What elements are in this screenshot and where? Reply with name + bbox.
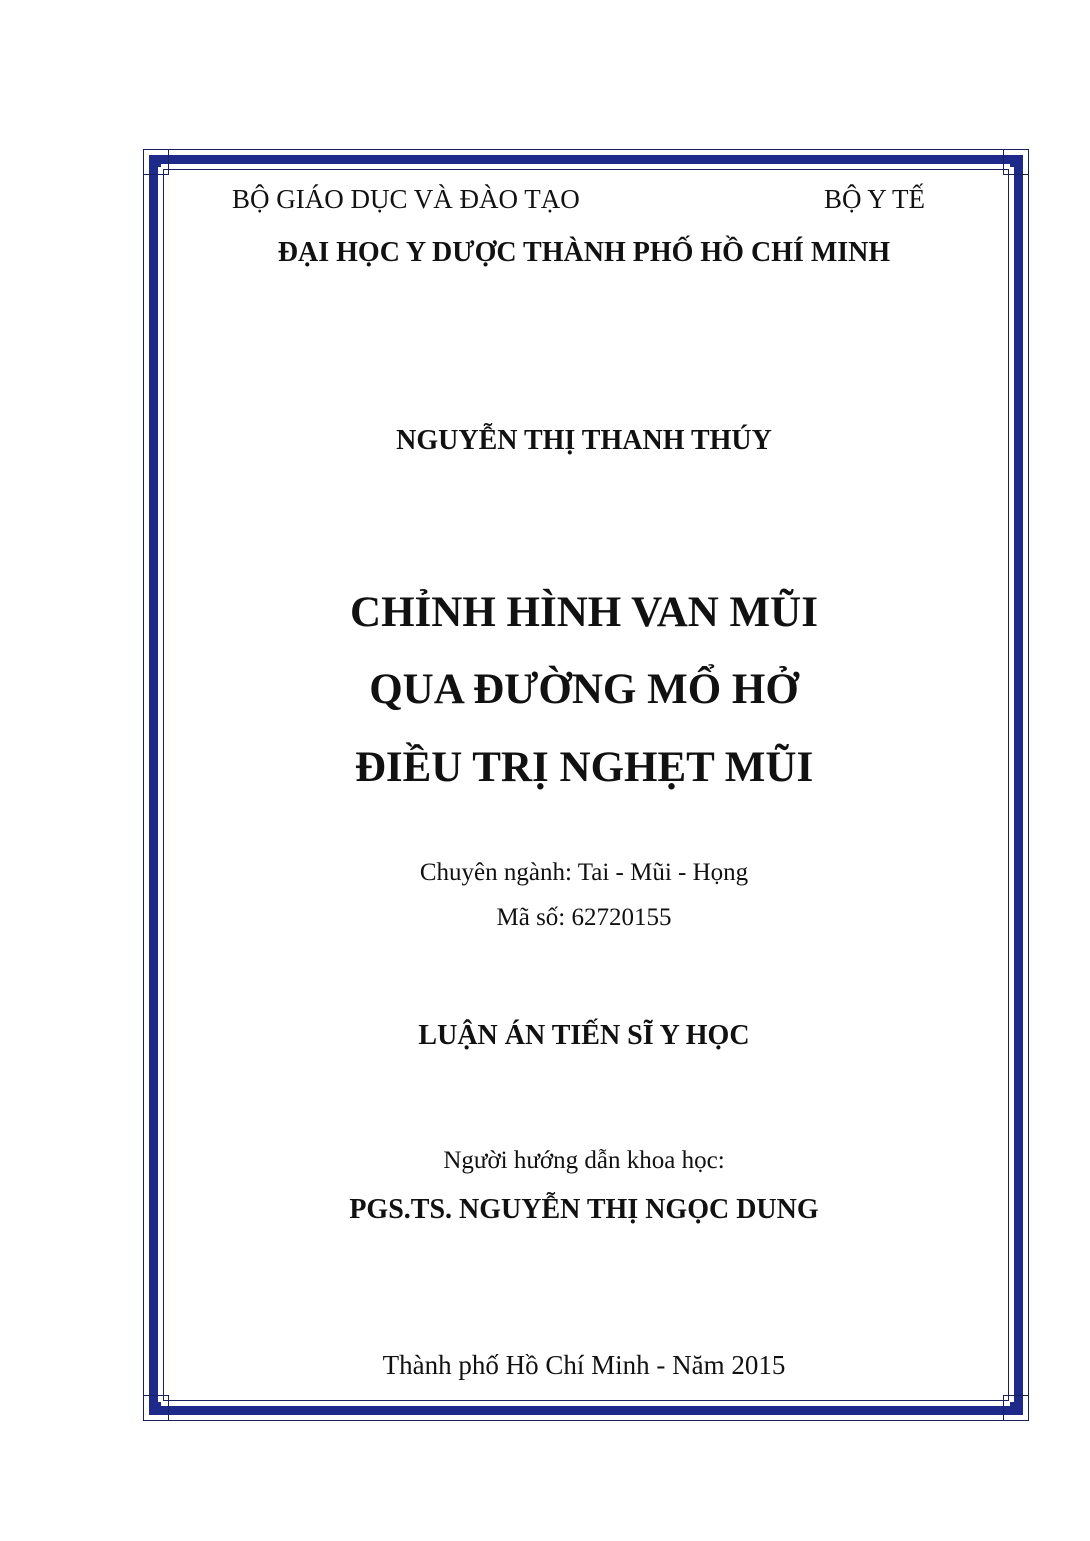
- corner-ornament-bottom-right: [1003, 1395, 1029, 1421]
- specialty-code: Mã số: 62720155: [496, 904, 672, 931]
- specialty: Chuyên ngành: Tai - Mũi - Họng: [419, 859, 749, 886]
- corner-ornament-top-left: [143, 149, 169, 175]
- ministry-health: BỘ Y TẾ: [824, 184, 925, 214]
- thesis-title-line-2: QUA ĐƯỜNG MỔ HỞ: [369, 666, 799, 713]
- advisor-label: Người hướng dẫn khoa học:: [443, 1147, 725, 1174]
- thesis-title-line-3: ĐIỀU TRỊ NGHẸT MŨI: [354, 744, 814, 791]
- ministry-education: BỘ GIÁO DỤC VÀ ĐÀO TẠO: [232, 184, 580, 214]
- degree-type: LUẬN ÁN TIẾN SĨ Y HỌC: [418, 1020, 750, 1051]
- author-name: NGUYỄN THỊ THANH THÚY: [396, 425, 772, 456]
- place-and-year: Thành phố Hồ Chí Minh - Năm 2015: [382, 1350, 786, 1380]
- corner-ornament-top-right: [1003, 149, 1029, 175]
- university-name: ĐẠI HỌC Y DƯỢC THÀNH PHỐ HỒ CHÍ MINH: [277, 237, 891, 268]
- corner-ornament-bottom-left: [143, 1395, 169, 1421]
- advisor-name: PGS.TS. NGUYỄN THỊ NGỌC DUNG: [349, 1194, 819, 1225]
- thesis-title-line-1: CHỈNH HÌNH VAN MŨI: [350, 589, 818, 636]
